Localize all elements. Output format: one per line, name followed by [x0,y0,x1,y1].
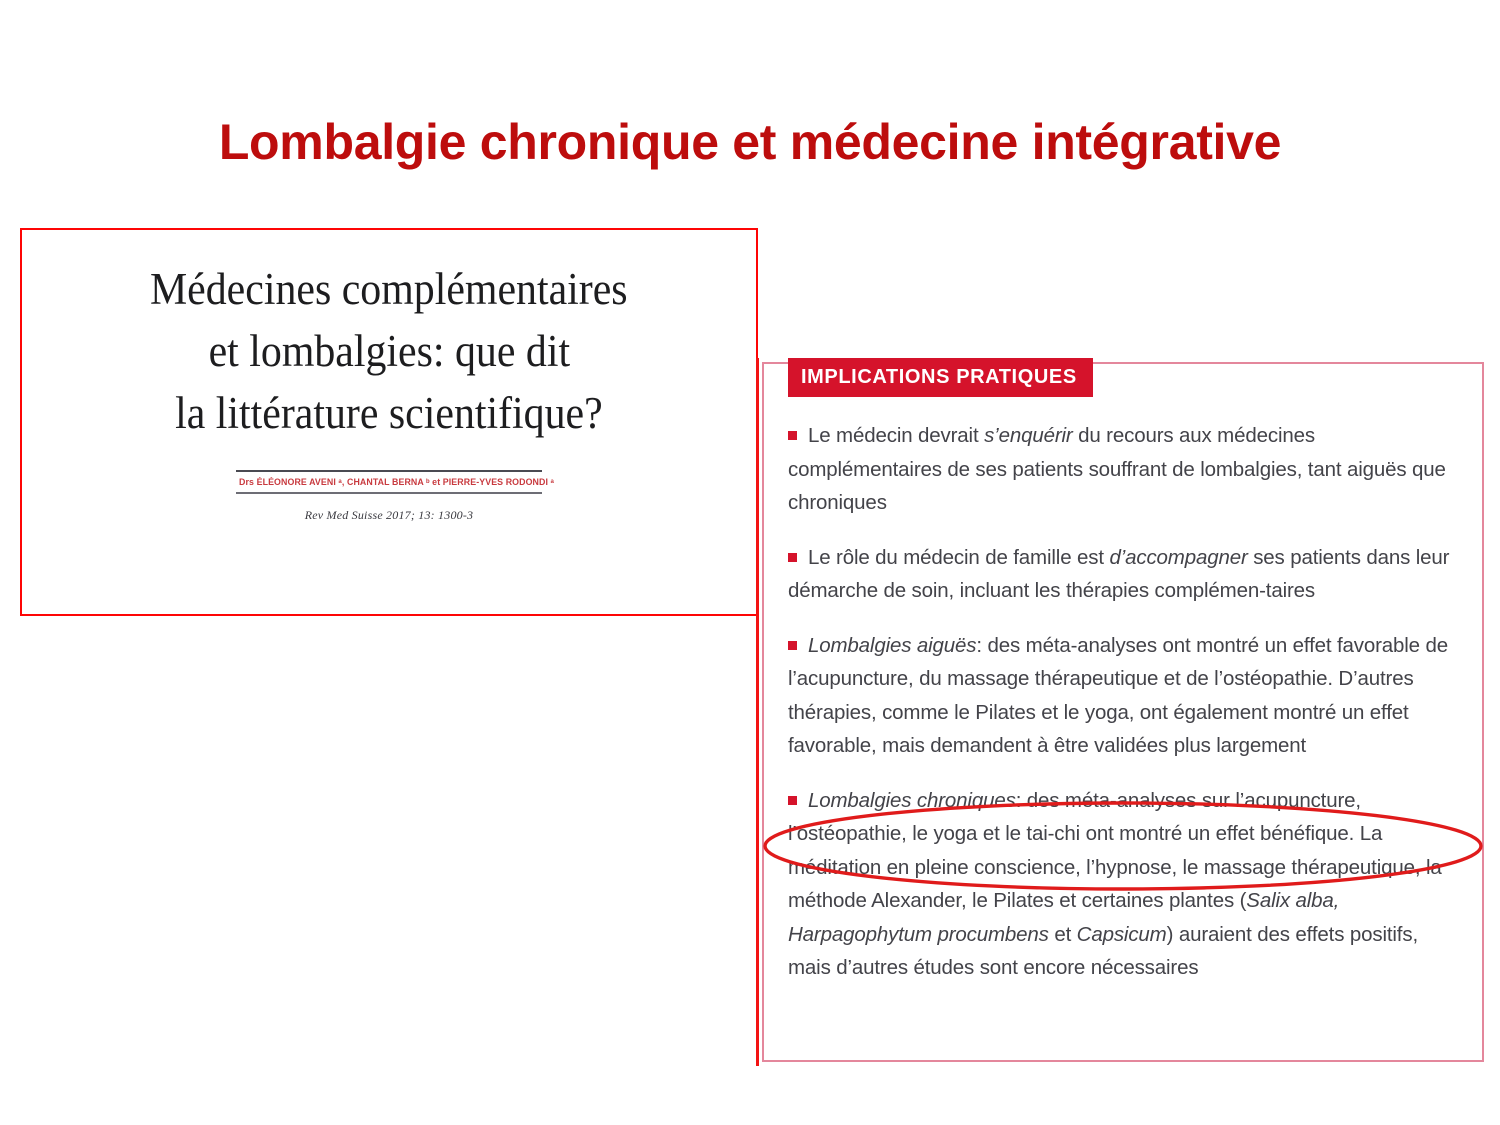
article-title-content [22,230,756,614]
bullet-text: Lombalgies chroniques: des méta-analyses sur l’acupuncture, l’ostéopathie, le yoga et le tai-chi ont montré un effet bénéfique. La méditation en pleine conscience, l’hypnose, le massage thérapeutique, la méthode Alexander, le Pilates et certaines plantes (Salix alba, Harpagophytum procumbens et Capsicum) auraient des effets positifs, mais d’autres études sont encore nécessaires [788,788,1442,979]
square-bullet-icon [788,553,797,562]
list-item [788,784,1460,985]
page-title: Lombalgie chronique et médecine intégrative [218,114,1282,170]
panel-accent-rule [756,358,759,1066]
article-byline [236,470,555,523]
article-title-line-3: la littérature scientifique? [175,388,603,438]
implications-header-banner: IMPLICATIONS PRATIQUES [788,358,1093,397]
article-title-line-1: Médecines complémentaires [150,264,628,314]
bullet-text: Le médecin devrait s’enquérir du recours aux médecines complémentaires de ses patients souffrant de lombalgies, tant aiguës que chroniques [788,424,1446,514]
article-title-line-2: et lombalgies: que dit [208,326,570,376]
implications-pratiques-panel [762,362,1484,1062]
journal-citation: Rev Med Suisse 2017; 13: 1300-3 [304,508,474,522]
bullet-text: Lombalgies aiguës: des méta-analyses ont montré un effet favorable de l’acupuncture, du massage thérapeutique et de l’ostéopathie. D’autres thérapies, comme le Pilates et le yoga, ont également montré un effet favorable, mais demandent à être validées plus largement [788,633,1448,757]
implications-bullet-list [788,419,1460,985]
square-bullet-icon [788,641,797,650]
list-item [788,541,1460,608]
list-item [788,629,1460,763]
square-bullet-icon [788,431,797,440]
byline-rule-top [236,470,542,472]
square-bullet-icon [788,796,797,805]
article-title-box [20,228,758,616]
list-item [788,419,1460,520]
author-names: Drs ÉLÉONORE AVENI ᵃ, CHANTAL BERNA ᵇ et PIERRE-YVES RODONDI ᵃ [239,477,555,487]
bullet-text: Le rôle du médecin de famille est d’accompagner ses patients dans leur démarche de soin, incluant les thérapies complémen-taires [788,545,1450,602]
byline-rule-bottom [236,492,542,494]
